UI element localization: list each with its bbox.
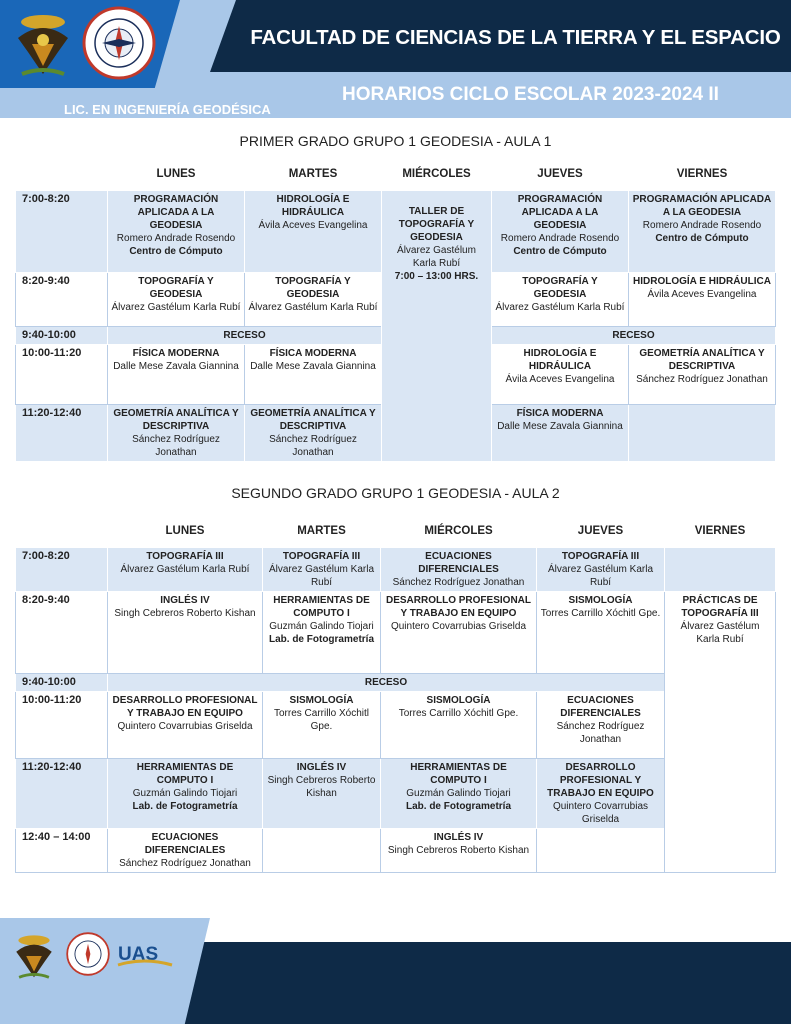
day-header: JUEVES (537, 168, 583, 181)
eagle-logo-icon (12, 930, 56, 982)
uas-logo-icon (116, 940, 174, 970)
class-cell-empty (537, 828, 665, 872)
class-cell: ECUACIONES DIFERENCIALES Sánchez Rodríguez Jonathan (381, 547, 537, 591)
class-cell: INGLÉS IV Singh Cebreros Roberto Kishan (381, 828, 537, 872)
class-cell: INGLÉS IV Singh Cebreros Roberto Kishan (263, 758, 381, 828)
time-slot: 10:00-11:20 (16, 691, 108, 758)
class-cell: TOPOGRAFÍA Y GEODESIA Álvarez Gastélum Karla Rubí (245, 272, 382, 326)
program-label: LIC. EN INGENIERÍA GEODÉSICA (64, 102, 271, 117)
time-slot: 11:20-12:40 (16, 758, 108, 828)
class-cell: TOPOGRAFÍA III Álvarez Gastélum Karla Rubí (537, 547, 665, 591)
class-cell: INGLÉS IV Singh Cebreros Roberto Kishan (108, 591, 263, 673)
class-cell: SISMOLOGÍA Torres Carrillo Xóchitl Gpe. (263, 691, 381, 758)
class-cell-workshop: TALLER DE TOPOGRAFÍA Y GEODESIA Álvarez Gastélum Karla Rubí 7:00 – 13:00 HRS. (382, 190, 492, 461)
class-cell: TOPOGRAFÍA III Álvarez Gastélum Karla Rubí (108, 547, 263, 591)
time-slot: 9:40-10:00 (16, 673, 108, 691)
table2-title: SEGUNDO GRADO GRUPO 1 GEODESIA - AULA 2 (231, 485, 560, 501)
time-slot: 11:20-12:40 (16, 404, 108, 461)
time-slot: 10:00-11:20 (16, 344, 108, 404)
day-header: VIERNES (676, 168, 728, 181)
class-cell: ECUACIONES DIFERENCIALES Sánchez Rodríguez Jonathan (537, 691, 665, 758)
time-slot: 7:00-8:20 (16, 547, 108, 591)
class-cell-empty (665, 547, 776, 591)
day-header: MARTES (288, 168, 338, 181)
class-cell-empty (263, 828, 381, 872)
class-cell: HERRAMIENTAS DE COMPUTO I Guzmán Galindo Tiojari Lab. de Fotogrametría (381, 758, 537, 828)
class-cell: ECUACIONES DIFERENCIALES Sánchez Rodríguez Jonathan (108, 828, 263, 872)
time-slot: 7:00-8:20 (16, 190, 108, 272)
class-cell: DESARROLLO PROFESIONAL Y TRABAJO EN EQUIPO Quintero Covarrubias Griselda (108, 691, 263, 758)
day-header: LUNES (156, 168, 196, 181)
schedule-table-first-grade (15, 160, 776, 462)
class-cell: TOPOGRAFÍA III Álvarez Gastélum Karla Rubí (263, 547, 381, 591)
class-cell: HERRAMIENTAS DE COMPUTO I Guzmán Galindo Tiojari Lab. de Fotogrametría (263, 591, 381, 673)
class-cell: HIDROLOGÍA E HIDRÁULICA Ávila Aceves Evangelina (492, 344, 629, 404)
class-cell: SISMOLOGÍA Torres Carrillo Xóchitl Gpe. (381, 691, 537, 758)
time-slot: 8:20-9:40 (16, 272, 108, 326)
class-cell: GEOMETRÍA ANALÍTICA Y DESCRIPTIVA Sánchez Rodríguez Jonathan (108, 404, 245, 461)
class-cell: PROGRAMACIÓN APLICADA A LA GEODESIA Romero Andrade Rosendo Centro de Cómputo (629, 190, 776, 272)
class-cell: PROGRAMACIÓN APLICADA A LA GEODESIA Romero Andrade Rosendo Centro de Cómputo (492, 190, 629, 272)
day-header: MIÉRCOLES (402, 168, 471, 181)
faculty-seal-icon (66, 932, 110, 976)
class-cell: DESARROLLO PROFESIONAL Y TRABAJO EN EQUIPO Quintero Covarrubias Griselda (381, 591, 537, 673)
class-cell: FÍSICA MODERNA Dalle Mese Zavala Giannina (245, 344, 382, 404)
page-subtitle: HORARIOS CICLO ESCOLAR 2023-2024 II (342, 84, 719, 105)
eagle-logo-icon (12, 8, 74, 80)
class-cell: HIDROLOGÍA E HIDRÁULICA Ávila Aceves Evangelina (629, 272, 776, 326)
class-cell: GEOMETRÍA ANALÍTICA Y DESCRIPTIVA Sánchez Rodríguez Jonathan (629, 344, 776, 404)
table1-title: PRIMER GRADO GRUPO 1 GEODESIA - AULA 1 (239, 133, 552, 149)
class-cell: FÍSICA MODERNA Dalle Mese Zavala Giannina (492, 404, 629, 461)
class-cell: HERRAMIENTAS DE COMPUTO I Guzmán Galindo Tiojari Lab. de Fotogrametría (108, 758, 263, 828)
page-title: FACULTAD DE CIENCIAS DE LA TIERRA Y EL ESPACIO (250, 26, 781, 49)
day-header: LUNES (165, 525, 205, 538)
class-cell: FÍSICA MODERNA Dalle Mese Zavala Giannina (108, 344, 245, 404)
class-cell: GEOMETRÍA ANALÍTICA Y DESCRIPTIVA Sánchez Rodríguez Jonathan (245, 404, 382, 461)
corner-cell (16, 160, 108, 190)
day-header: MARTES (297, 525, 346, 538)
class-cell-practice: PRÁCTICAS DE TOPOGRAFÍA III Álvarez Gastélum Karla Rubí (665, 591, 776, 872)
class-cell: TOPOGRAFÍA Y GEODESIA Álvarez Gastélum Karla Rubí (492, 272, 629, 326)
recess-cell: RECESO (108, 326, 382, 344)
class-cell: DESARROLLO PROFESIONAL Y TRABAJO EN EQUIPO Quintero Covarrubias Griselda (537, 758, 665, 828)
faculty-seal-icon (82, 6, 156, 80)
time-slot: 12:40 – 14:00 (16, 828, 108, 872)
class-cell: HIDROLOGÍA E HIDRÁULICA Ávila Aceves Evangelina (245, 190, 382, 272)
schedule-table-second-grade (15, 517, 776, 873)
day-header: VIERNES (694, 525, 746, 538)
time-slot: 8:20-9:40 (16, 591, 108, 673)
recess-cell: RECESO (492, 326, 776, 344)
uas-logo-text: UAS (118, 944, 159, 965)
recess-cell: RECESO (108, 673, 665, 691)
class-cell: TOPOGRAFÍA Y GEODESIA Álvarez Gastélum Karla Rubí (108, 272, 245, 326)
class-cell: PROGRAMACIÓN APLICADA A LA GEODESIA Romero Andrade Rosendo Centro de Cómputo (108, 190, 245, 272)
time-slot: 9:40-10:00 (16, 326, 108, 344)
day-header: MIÉRCOLES (424, 525, 493, 538)
day-header: JUEVES (577, 525, 624, 538)
class-cell: SISMOLOGÍA Torres Carrillo Xóchitl Gpe. (537, 591, 665, 673)
corner-cell (16, 517, 108, 547)
class-cell-empty (629, 404, 776, 461)
